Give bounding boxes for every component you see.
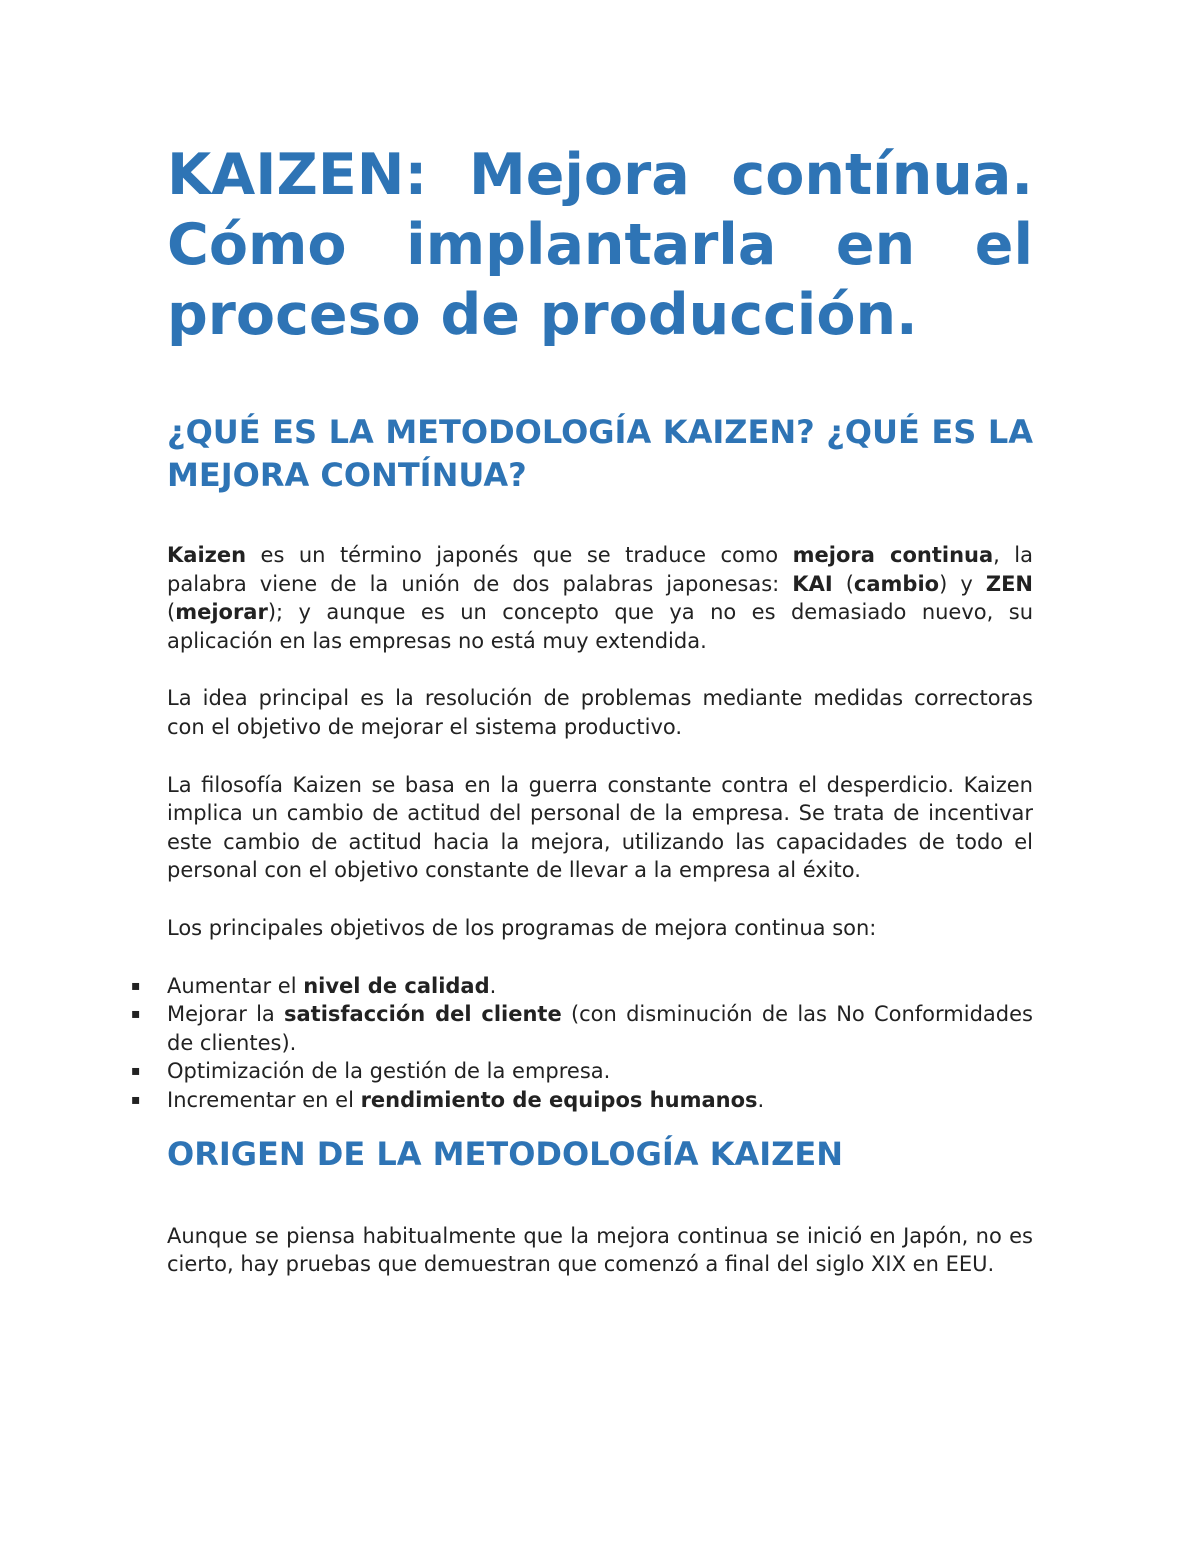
bold-term-mejorar: mejorar	[175, 600, 268, 625]
list-item: ▪ Optimización de la gestión de la empresa.	[167, 1057, 1033, 1086]
objectives-list	[131, 972, 1033, 1115]
list-item: ▪ Aumentar el nivel de calidad.	[167, 972, 1033, 1001]
list-item: ▪ Mejorar la satisfacción del cliente (con disminución de las No Conformidades de clientes).	[131, 1002, 1033, 1055]
list-item: ▪ Incrementar en el rendimiento de equipos humanos.	[167, 1086, 1033, 1115]
bullet-square-icon: ▪	[131, 1091, 141, 1108]
paragraph-kaizen-definition: Kaizen es un término japonés que se traduce como mejora continua, la palabra viene de la unión de dos palabras japonesas: KAI (cambio) y ZEN (mejorar); y aunque es un concepto que ya no es demasiado nuevo, su aplicación en las empresas no está muy extendida.	[167, 543, 1033, 653]
bold-term-cambio: cambio	[853, 571, 940, 596]
paragraph-main-idea: La idea principal es la resolución de problemas mediante medidas correctoras con el objetivo de mejorar el sistema productivo.	[167, 686, 1033, 739]
paragraph-philosophy: La filosofía Kaizen se basa en la guerra constante contra el desperdicio. Kaizen implica un cambio de actitud del personal de la empresa. Se trata de incentivar este cambio de actitud hacia la mejora, utilizando las capacidades de todo el personal con el objetivo constante de llevar a la empresa al éxito.	[167, 772, 1033, 883]
bold-term-zen: ZEN	[985, 571, 1033, 596]
document-page	[131, 140, 1033, 1279]
bullet-square-icon: ▪	[131, 1006, 141, 1023]
bold-term-kaizen: Kaizen	[167, 543, 247, 567]
bullet-square-icon: ▪	[131, 1063, 141, 1080]
section-heading-what-is-kaizen: ¿QUÉ ES LA METODOLOGÍA KAIZEN? ¿QUÉ ES LA MEJORA CONTÍNUA?	[167, 413, 1033, 494]
bold-term-mejora-continua: mejora continua	[792, 543, 994, 567]
bullet-square-icon: ▪	[131, 977, 141, 994]
paragraph-objectives-intro: Los principales objetivos de los programas de mejora continua son:	[167, 915, 877, 940]
paragraph-origin: Aunque se piensa habitualmente que la mejora continua se inició en Japón, no es cierto, hay pruebas que demuestran que comenzó a final del siglo XIX en EEU.	[167, 1223, 1033, 1277]
bold-term-kai: KAI	[792, 571, 833, 596]
section-heading-origin: ORIGEN DE LA METODOLOGÍA KAIZEN	[167, 1134, 843, 1173]
document-title: KAIZEN: Mejora contínua. Cómo implantarla en el proceso de producción.	[167, 142, 1033, 348]
